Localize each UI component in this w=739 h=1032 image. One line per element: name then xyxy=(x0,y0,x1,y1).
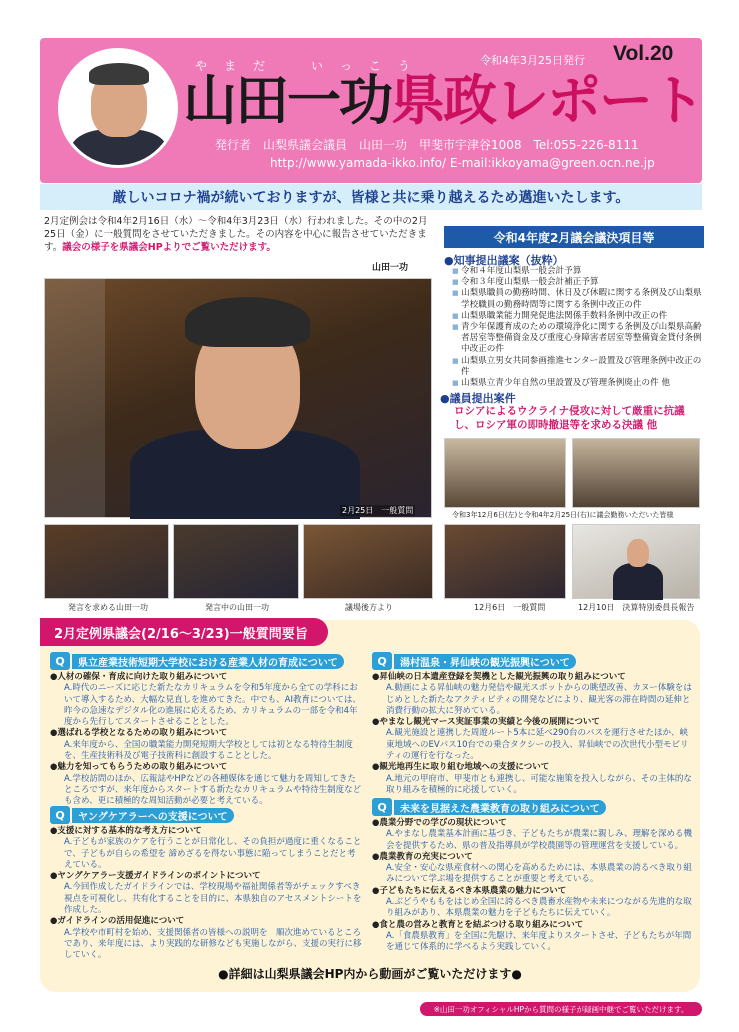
governor-bills-list xyxy=(452,266,704,389)
contact-urls[interactable]: http://www.yamada-ikko.info/ E-mail:ikkoyama@green.ocn.ne.jp xyxy=(270,156,655,170)
name-ruby: やまだ いっこう xyxy=(195,59,428,73)
main-photo xyxy=(44,278,432,518)
group-photo-right xyxy=(572,438,700,508)
photo-right-1-caption: 12月6日 一般質問 xyxy=(474,603,546,612)
list-item: ■ 山梨県立男女共同参画推進センター設置及び管理条例中改正の件 xyxy=(452,356,704,378)
answer-item: A.学校や市町村を始め、支援関係者の皆様への説明を 順次進めているところであり、来年度には、より実践的な研修なども実施しながら、支援の実行に移していく。 xyxy=(64,927,362,961)
question-item: ●食と農の営みと教育とを結ぶつける取り組みについて xyxy=(372,919,584,930)
question-heading: 未来を見据えた農業教育の取り組みについて xyxy=(394,800,606,815)
questions-title: 2月定例県議会(2/16〜3/23)一般質問要旨 xyxy=(40,618,328,646)
question-item: ●人材の確保・育成に向けた取り組みについて xyxy=(50,672,228,682)
question-item: ●農業教育の充実について xyxy=(372,851,473,862)
question-2 xyxy=(50,806,362,962)
answer-item: A.時代のニーズに応じた新たなカリキュラムを令和5年度から全ての学科において導入するため、大幅な見直しを進めてきた。中でも、AI教育については、昨今の急速なデジタル化の進展に応えるため、カリキュラムの一部を令和4年度から先行してスタートさせることとした。 xyxy=(64,683,361,728)
intro-emphasis: 議会の様子を県議会HPよりでご覧いただけます。 xyxy=(62,242,276,253)
title-name: 山田一功 xyxy=(183,69,391,132)
question-heading: ヤングケアラーへの支援について xyxy=(72,808,234,823)
publisher-info: 発行者 山梨県議会議員 山田一功 甲斐市宇津谷1008 Tel:055-226-8111 xyxy=(215,138,639,152)
answer-item: A.ぶどうやももをはじめ全国に誇るべき農畜水産物や未来につながる先進的な取り組みがあり、本県農業の魅力を子どもたちに伝えていく。 xyxy=(386,897,692,919)
photo-right-2-caption: 12月10日 決算特別委員長報告 xyxy=(578,603,695,612)
volume-number: Vol.20 xyxy=(613,42,674,65)
video-notice: ●詳細は山梨県議会HP内から動画がご覧いただけます● xyxy=(218,967,522,981)
question-item: ●支援に対する基本的な考え方について xyxy=(50,826,202,836)
group-photo-caption: 令和3年12月6日(左)と令和4年2月25日(右)に議会勤務いただいた皆様 xyxy=(452,511,674,519)
q-icon: Q xyxy=(50,806,70,824)
q-icon: Q xyxy=(372,652,392,670)
title-rest: 県政レポート xyxy=(391,69,703,132)
photo-small-2 xyxy=(173,524,299,599)
answer-item: A.子どもが家族のケアを行うことが日常化し、その負担が過度に重くなることで、子どもが自らの希望を 諦めざるを得ない事態に陥ってしまうことだと考えている。 xyxy=(64,837,362,870)
question-item: ●選ばれる学校となるための取り組みについて xyxy=(50,728,228,739)
question-1 xyxy=(50,652,362,808)
question-4 xyxy=(372,798,694,954)
question-3 xyxy=(372,652,694,796)
photo-small-1-caption: 発言を求める山田一功 xyxy=(68,603,148,612)
question-item: ●農業分野での学びの現状について xyxy=(372,818,507,828)
member-bill-resolution: ロシアによるウクライナ侵攻に対して厳重に抗議し、ロシア軍の即時撤退等を求める決議 他 xyxy=(454,405,685,431)
answer-item: A.来年度から、全国の職業能力開発短期大学校としては初となる特待生制度を、生産技術科及び電子技術科に創設することとした。 xyxy=(64,739,353,762)
question-item: ●ガイドラインの活用促進について xyxy=(50,916,185,927)
photo-right-2 xyxy=(572,524,700,599)
answer-item: A.安全・安心な県産食材への関心を高めるためには、本県農業の誇るべき取り組みについて学ぶ場を提供することが重要と考えている。 xyxy=(386,863,692,885)
issue-date: 令和4年3月25日発行 xyxy=(480,54,585,67)
governor-bills-title: ●知事提出議案（抜粋） xyxy=(444,254,564,267)
list-item: ■ 山梨県立青少年自然の里設置及び管理条例廃止の件 他 xyxy=(452,378,704,389)
group-photo-left xyxy=(444,438,566,508)
list-item: ■ 令和４年度山梨県一般会計予算 xyxy=(452,266,704,277)
q-icon: Q xyxy=(372,798,392,816)
resolutions-heading: 令和4年度2月議会議決項目等 xyxy=(444,226,704,248)
headline-banner: 厳しいコロナ禍が続いておりますが、皆様と共に乗り越えるため邁進いたします。 xyxy=(40,184,702,210)
answer-item: A.「食農県教育」を全国に先駆け、来年度よりスタートさせ、子どもたちが年間を通じて体系的に学べるよう実践していく。 xyxy=(386,930,692,953)
photo-small-2-caption: 発言中の山田一功 xyxy=(205,603,269,612)
answer-item: A.動画による昇仙峡の魅力発信や観光スポットからの眺望改善、カヌー体験をはじめとした新たなアクティビティの開発などにより、観光客の滞在時間の延伸と消費行動の拡大に努めている。 xyxy=(386,683,692,716)
official-hp-note: ※山田一功オフィシャルHPから質問の様子が録画中継でご覧いただけます。 xyxy=(420,1002,702,1016)
portrait-photo xyxy=(58,48,178,168)
answer-item: A.今回作成したガイドラインでは、学校現場や福祉関係者等がチェックすべき視点を可視化し、共有化することを目的に、本県独自のアセスメントシートを作成した。 xyxy=(64,882,362,916)
answer-item: A.地元の甲府市、甲斐市とも連携し、可能な施策を投入しながら、その主体的な取り組みを積極的に応援していく。 xyxy=(386,773,692,795)
question-item: ●昇仙峡の日本遺産登録を契機とした観光振興の取り組みについて xyxy=(372,672,626,682)
list-item: ■ 令和３年度山梨県一般会計補正予算 xyxy=(452,277,704,288)
photo-small-1 xyxy=(44,524,169,599)
q-icon: Q xyxy=(50,652,70,670)
list-item: ■ 山梨県職業能力開発促進法関係手数料条例中改正の件 xyxy=(452,311,704,322)
question-item: ●ヤングケアラー支援ガイドラインのポイントについて xyxy=(50,871,261,882)
question-item: ●やまなし観光マース実証事業の実績と今後の展開について xyxy=(372,717,600,728)
intro-body: 2月定例会は令和4年2月16日（水）〜令和4年3月23日（水）行われました。その中の2月25日（金）に一般質問をさせていただきました。その内容を中心に報告させていただきます。 xyxy=(44,216,428,253)
question-item: ●子どもたちに伝えるべき本県農業の魅力について xyxy=(372,885,567,896)
photo-small-3-caption: 議場後方より xyxy=(345,603,393,612)
masthead-title xyxy=(183,66,703,136)
photo-right-1 xyxy=(444,524,566,599)
question-item: ●魅力を知ってもらうための取り組みについて xyxy=(50,762,228,773)
list-item: ■ 青少年保護育成のための環境浄化に関する条例及び山梨県高齢者居室等整備資金及び重度心身障害者居室等整備資金貸付条例中改正の件 xyxy=(452,322,704,356)
question-heading: 県立産業技術短期大学校における産業人材の育成について xyxy=(72,654,344,669)
question-item: ●観光地再生に取り組む地域への支援について xyxy=(372,762,550,773)
member-bills-title: ●議員提出案件 xyxy=(440,392,516,405)
answer-item: A.学校訪問のほか、広報誌やHPなどの各種媒体を通じて魅力を周知してきたところですが、来年度からスタートする新たなカリキュラムや特待生制度なども含め、更に積極的な周知活動が必要と考えている。 xyxy=(64,773,362,807)
question-heading: 湯村温泉・昇仙峡の観光振興について xyxy=(394,654,576,669)
list-item: ■ 山梨県職員の勤務時間、休日及び休暇に関する条例及び山梨県学校職員の勤務時間等に関する条例中改正の件 xyxy=(452,288,704,310)
photo-small-3 xyxy=(303,524,433,599)
author-signature: 山田一功 xyxy=(372,263,409,273)
answer-item: A.やまなし農業基本計画に基づき、子どもたちが農業に親しみ、理解を深める機会を提供するため、県の普及指導員が学校農園等の管理運営を支援している。 xyxy=(386,829,693,851)
answer-item: A.観光施設と連携した周遊ルート5本に延べ290台のバスを運行させたほか、峡東地域へのEVバス10台での乗合タクシーの投入、昇仙峡での次世代小型モビリティの運行を行なった。 xyxy=(386,728,689,762)
intro-text xyxy=(44,215,436,254)
main-photo-caption: 2月25日 一般質問 xyxy=(342,506,414,515)
